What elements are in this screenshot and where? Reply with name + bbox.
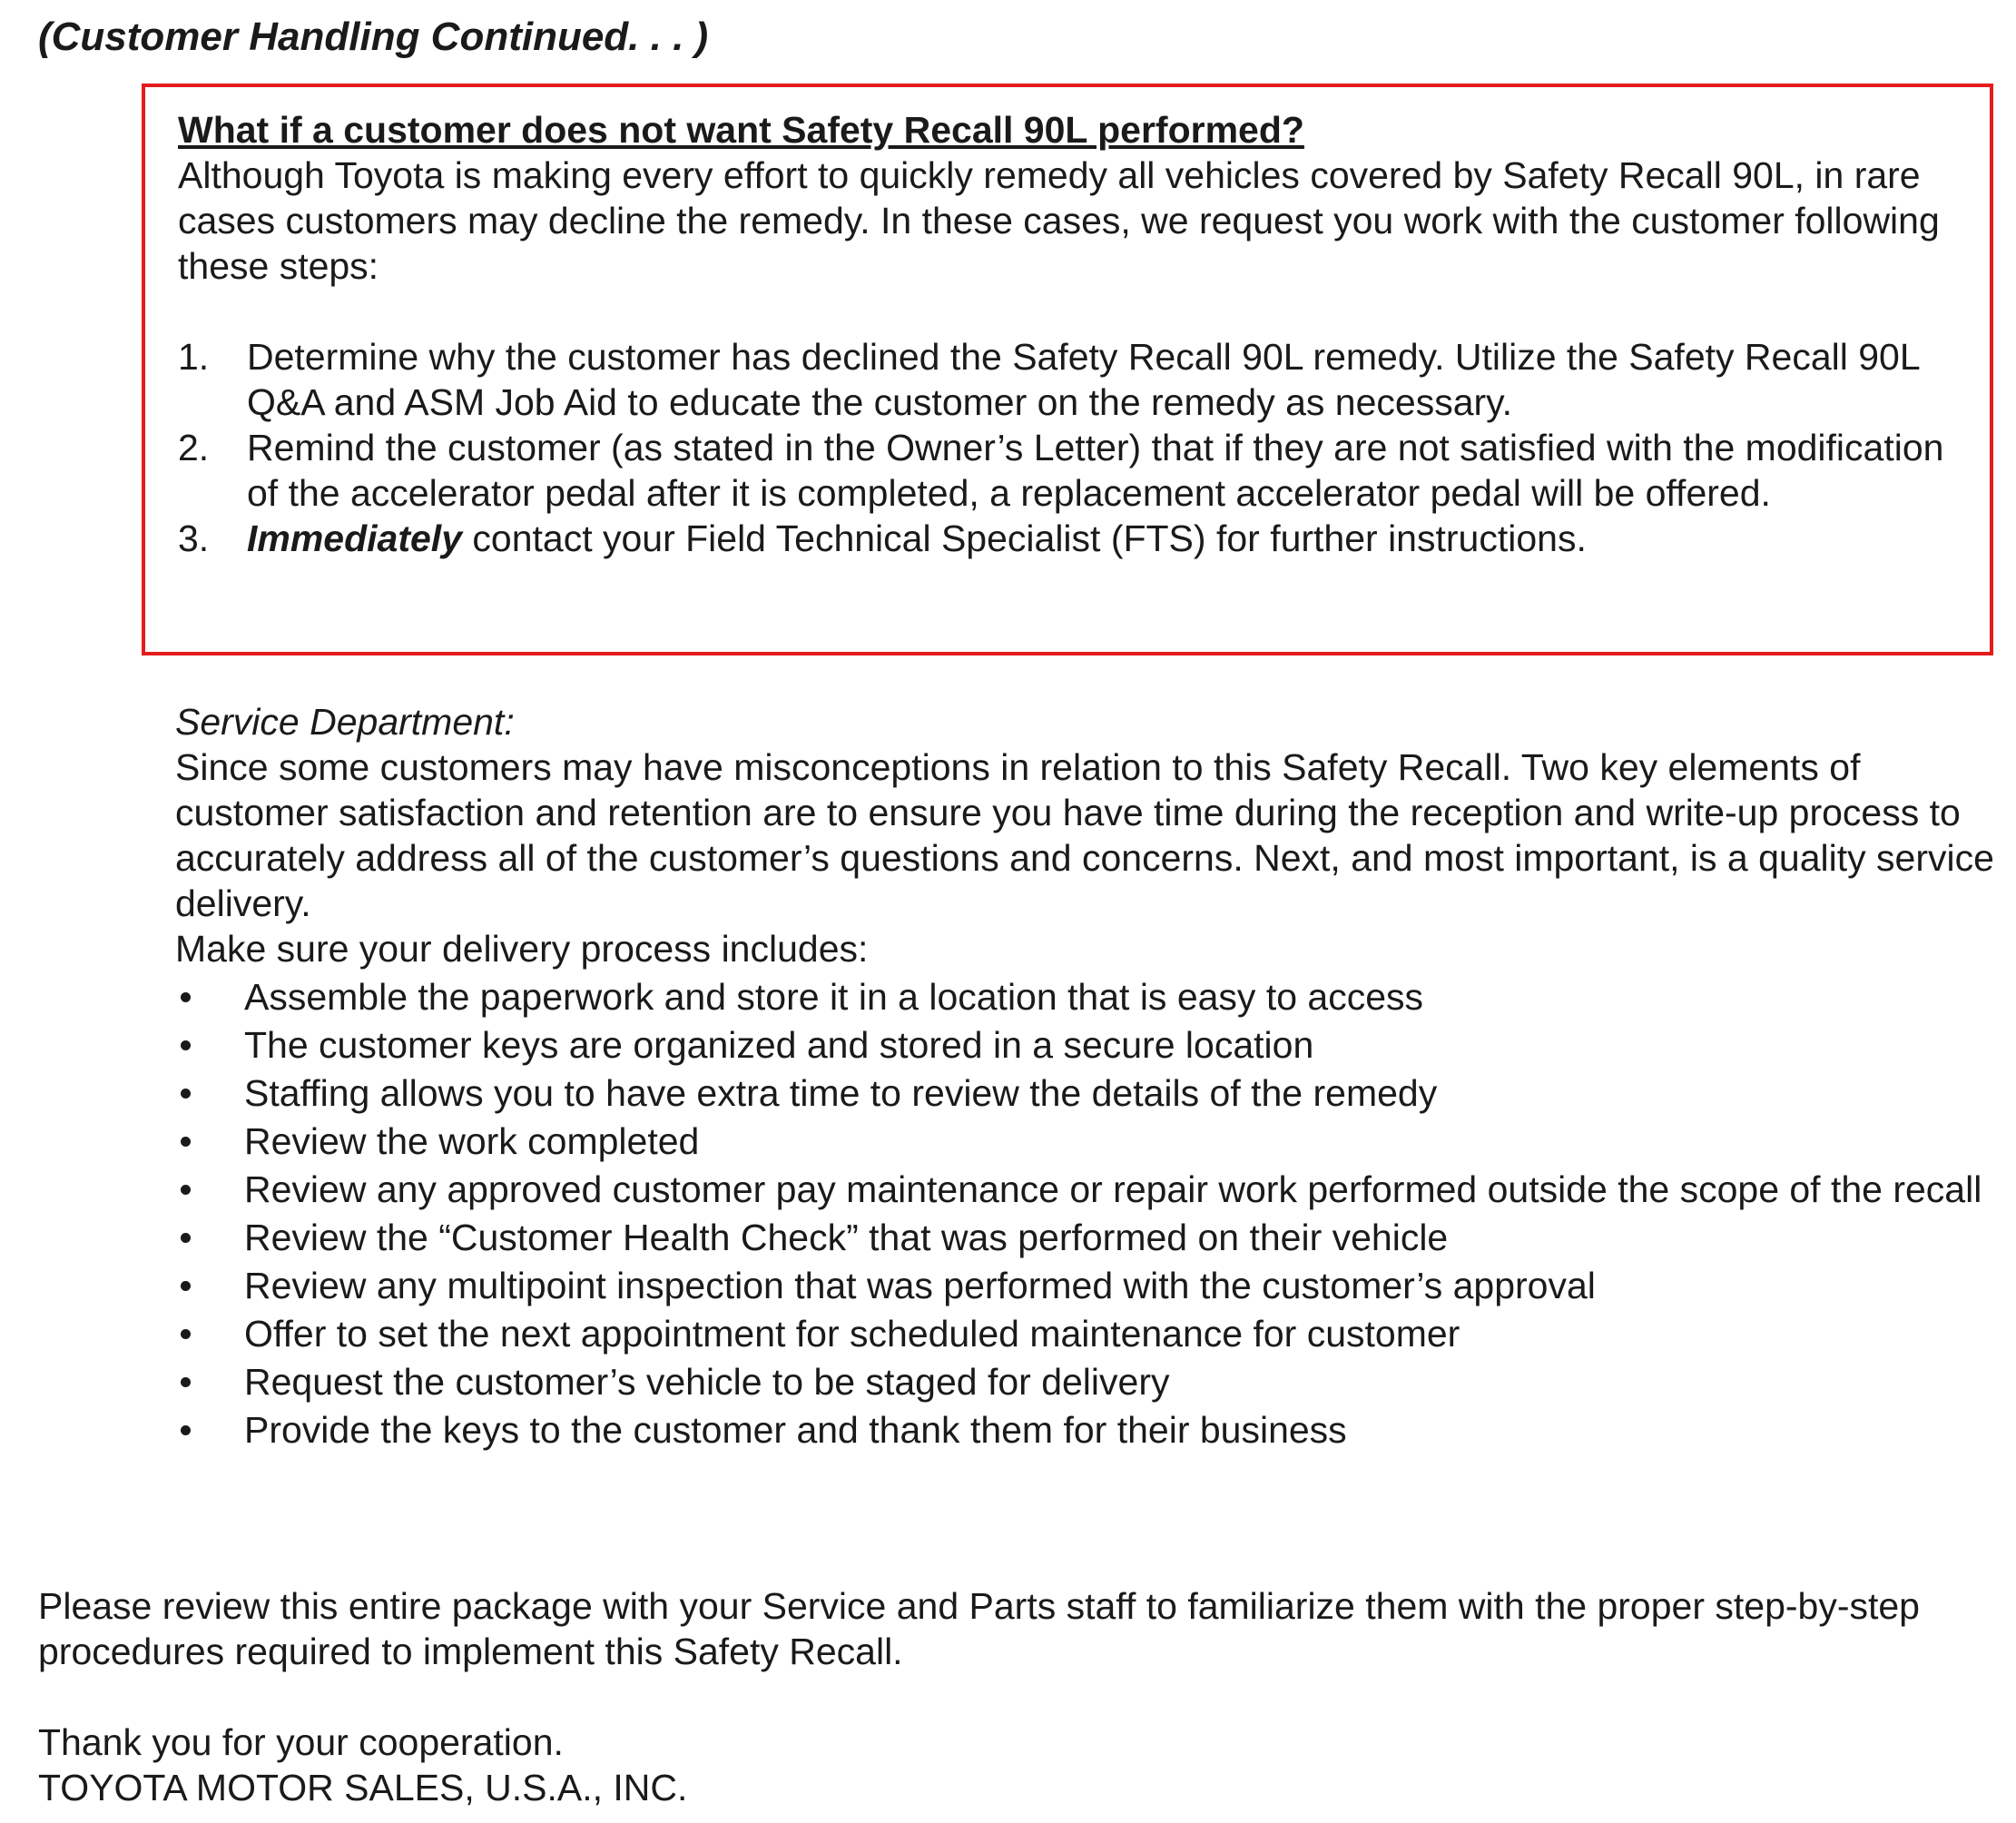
review-paragraph: Please review this entire package with your Service and Parts staff to familiarize them with the proper step-by-step procedures required to implement this Safety Recall.: [38, 1585, 1920, 1672]
bullet-icon: [175, 974, 244, 1020]
recall-box-intro: Although Toyota is making every effort to quickly remedy all vehicles covered by Safety Recall 90L, in rare cases customers may decline the remedy. In these cases, we request you work with the customer following these steps:: [178, 154, 1940, 287]
step-item: [178, 425, 1984, 516]
bullet-icon: [175, 1070, 244, 1116]
list-item: [175, 1263, 2000, 1308]
recall-box-title: What if a customer does not want Safety Recall 90L performed?: [178, 109, 1304, 151]
list-item-text: The customer keys are organized and stored in a secure location: [244, 1024, 1314, 1066]
bullet-icon: [175, 1022, 244, 1068]
list-item-text: Request the customer’s vehicle to be staged for delivery: [244, 1361, 1170, 1403]
step-item: [178, 516, 1984, 561]
list-item: [175, 1215, 2000, 1260]
bullet-icon: [175, 1407, 244, 1453]
list-item: [175, 1407, 2000, 1453]
recall-box-content: [178, 107, 1984, 561]
delivery-list-intro: Make sure your delivery process includes:: [175, 928, 869, 970]
list-item-text: Assemble the paperwork and store it in a location that is easy to access: [244, 976, 1424, 1018]
list-item: [175, 1070, 2000, 1116]
bullet-icon: [175, 1215, 244, 1260]
step-item: [178, 334, 1984, 425]
list-item-text: Offer to set the next appointment for scheduled maintenance for customer: [244, 1313, 1460, 1355]
list-item: [175, 1311, 2000, 1356]
bullet-icon: [175, 1311, 244, 1356]
list-item: [175, 974, 2000, 1020]
thanks-line: Thank you for your cooperation.: [38, 1721, 564, 1763]
list-item-text: Review the work completed: [244, 1120, 700, 1162]
service-department-section: [175, 699, 2000, 1453]
service-paragraph: Since some customers may have misconceptions in relation to this Safety Recall. Two key elements of customer satisfaction and retention are to ensure you have time during the reception and write-up process to accurately address all of the customer’s questions and concerns. Next, and most important, is a quality service delivery.: [175, 746, 1994, 924]
list-item-text: Review any multipoint inspection that was performed with the customer’s approval: [244, 1265, 1596, 1306]
step-emphasis: Immediately: [247, 517, 462, 559]
step-number: 2.: [178, 427, 210, 468]
recall-decline-box: [142, 84, 1993, 655]
list-item-text: Review the “Customer Health Check” that was performed on their vehicle: [244, 1217, 1449, 1258]
list-item-text: Provide the keys to the customer and thank them for their business: [244, 1409, 1347, 1451]
spacer: [38, 1674, 1999, 1720]
bullet-icon: [175, 1263, 244, 1308]
step-number: 1.: [178, 336, 210, 378]
bullet-icon: [175, 1167, 244, 1212]
service-heading: Service Department:: [175, 701, 515, 743]
bullet-icon: [175, 1359, 244, 1404]
step-text: contact your Field Technical Specialist (FTS) for further instructions.: [462, 517, 1587, 559]
closing-section: [38, 1583, 1999, 1810]
company-signature: TOYOTA MOTOR SALES, U.S.A., INC.: [38, 1767, 688, 1808]
list-item: [175, 1167, 2000, 1212]
step-text-wrapper: [247, 516, 1984, 561]
step-text: Remind the customer (as stated in the Owner’s Letter) that if they are not satisfied with the modification of the accelerator pedal after it is completed, a replacement accelerator pedal will be offered.: [247, 427, 1944, 514]
list-item: [175, 1118, 2000, 1164]
list-item-text: Staffing allows you to have extra time to review the details of the remedy: [244, 1072, 1438, 1114]
step-text: Determine why the customer has declined the Safety Recall 90L remedy. Utilize the Safety Recall 90L Q&A and ASM Job Aid to educate the customer on the remedy as necessary.: [247, 336, 1920, 423]
list-item: [175, 1359, 2000, 1404]
continued-heading: (Customer Handling Continued. . . ): [38, 15, 709, 59]
list-item: [175, 1022, 2000, 1068]
bullet-icon: [175, 1118, 244, 1164]
step-number: 3.: [178, 517, 210, 559]
delivery-checklist: [175, 974, 2000, 1453]
list-item-text: Review any approved customer pay maintenance or repair work performed outside the scope of the recall: [244, 1168, 1982, 1210]
recall-steps-list: [178, 334, 1984, 561]
